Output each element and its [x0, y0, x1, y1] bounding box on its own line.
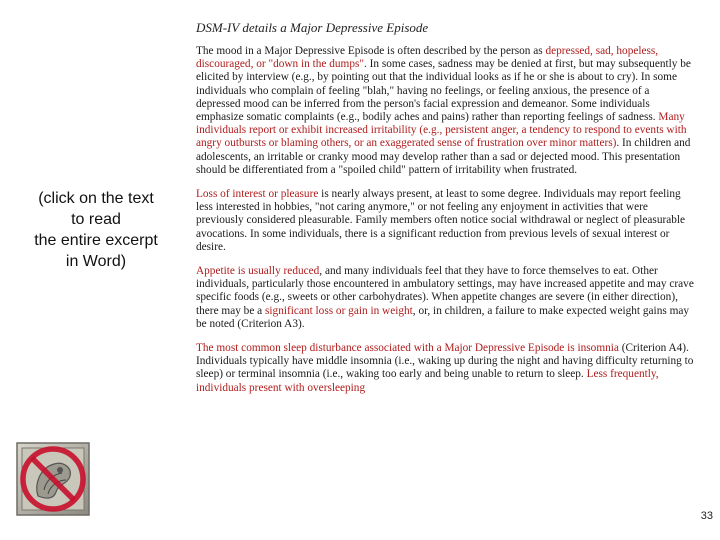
paragraph-sleep: [196, 342, 694, 395]
instruction-line: (click on the text: [38, 190, 154, 207]
paragraph-text: . In some cases, sadness may be denied at first, but may subsequently be elicited by interview (e.g., by pointing out that the individual looks as if he or she is about to cry). In some individuals who complain of feeling "blah," having no feelings, or feeling anxious, the presence of a depressed mood can be inferred from the person's facial expression and demeanor. Some individuals emphasize somatic complaints (e.g., bodily aches and pains) rather than reporting feelings of sadness.: [196, 58, 691, 124]
paragraph-text: (Criterion A4). Individuals typically have middle insomnia (i.e., waking up during the night and having difficulty returning to sleep) or terminal insomnia (i.e., waking too early and being unable to return to sleep.: [196, 342, 694, 381]
instruction-line: in Word): [65, 253, 127, 270]
highlighted-text: Many individuals report or exhibit increased irritability (e.g., persistent anger, a tendency to respond to events with angry outbursts or blaming others, or an exaggerated sense of frustration over minor matters): [196, 111, 687, 150]
click-instruction: [8, 188, 184, 272]
paragraph-interest: [196, 188, 694, 254]
slide-number: 33: [700, 510, 713, 522]
paragraph-mood: [196, 45, 694, 177]
instruction-line: the entire excerpt: [34, 232, 158, 249]
highlighted-text: depressed, sad, hopeless, discouraged, or "down in the dumps": [196, 45, 659, 71]
highlighted-text: significant loss or gain in weight: [265, 304, 413, 317]
prohibition-sign-icon: [14, 440, 92, 518]
highlighted-text: Appetite is usually reduced: [196, 265, 320, 278]
paragraph-text: . In children and adolescents, an irritable or cranky mood may develop rather than a sad or dejected mood. This presentation should be differentiated from a "spoiled child" pattern of irritability when frustrated.: [196, 137, 691, 176]
excerpt-title: DSM-IV details a Major Depressive Episode: [196, 20, 429, 35]
paragraph-appetite: [196, 265, 694, 331]
dsm-excerpt-image[interactable]: [189, 18, 694, 502]
highlighted-text: The most common sleep disturbance associated with a Major Depressive Episode is insomnia: [196, 342, 619, 355]
highlighted-text: Less frequently, individuals present with oversleeping: [196, 368, 659, 394]
instruction-line: to read: [71, 211, 121, 228]
no-prozac-icon[interactable]: [14, 440, 92, 518]
highlighted-text: Loss of interest or pleasure: [196, 188, 319, 201]
paragraph-text: , or, in children, a failure to make expected weight gains may be noted (Criterion A3).: [196, 304, 690, 330]
paragraph-text: , and many individuals feel that they have to force themselves to eat. Other individuals, particularly those encountered in ambulatory settings, may have increased appetite and may crave specific foods (e.g., sweets or other carbohydrates). When appetite changes are severe (in either direction), there may be a: [196, 265, 694, 317]
paragraph-text: The mood in a Major Depressive Episode is often described by the person as: [196, 45, 546, 57]
paragraph-text: is nearly always present, at least to some degree. Individuals may report feeling less interested in hobbies, "not caring anymore," or not feeling any enjoyment in activities that were previously considered pleasurable. Family members often notice social withdrawal or neglect of pleasurable avocations. In some individuals, there is a significant reduction from previous levels of sexual interest or desire.: [196, 188, 686, 253]
